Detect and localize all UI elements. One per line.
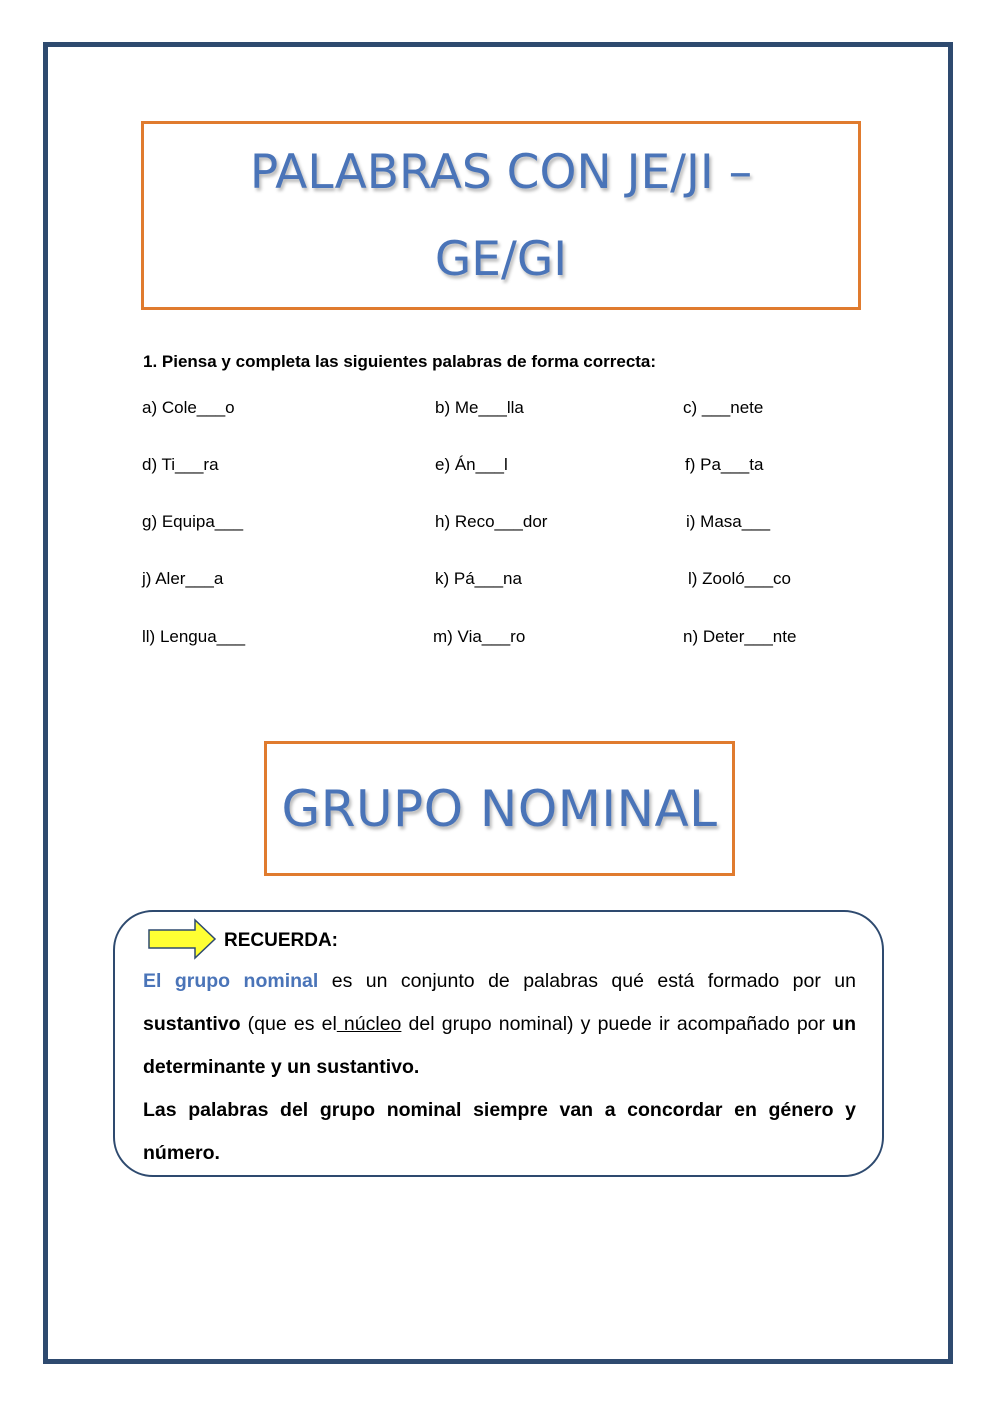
exercise-item: e) Án___l (435, 455, 508, 474)
exercise-item: c) ___nete (683, 398, 764, 417)
exercise-item: k) Pá___na (435, 569, 522, 588)
arrow-right-icon (147, 918, 217, 960)
exercise-item: i) Masa___ (686, 512, 771, 531)
title-line-1: PALABRAS CON JE/JI – (249, 144, 753, 200)
exercise-instruction: 1. Piensa y completa las siguientes palabras de forma correcta: (143, 352, 657, 371)
definition-paragraph (143, 960, 856, 1089)
definition-bold-phrase: un determinante y un sustantivo. (143, 1013, 856, 1078)
title-box-grupo-nominal (264, 741, 735, 876)
exercise-item: h) Reco___dor (435, 512, 548, 531)
definition-text: del grupo nominal) y puede ir acompañado por (401, 1013, 833, 1035)
exercise-item: n) Deter___nte (683, 627, 797, 646)
definition-text: es un conjunto de palabras qué está formado por un (318, 970, 856, 992)
term-nucleo: núcleo (336, 1013, 402, 1035)
exercise-item: f) Pa___ta (685, 455, 764, 474)
remember-heading: RECUERDA: (224, 930, 338, 951)
title-grupo-nominal: GRUPO NOMINAL (281, 779, 718, 838)
title-palabras (250, 129, 752, 303)
exercise-item: d) Ti___ra (142, 455, 219, 474)
exercise-item: b) Me___lla (435, 398, 524, 417)
exercise-item: l) Zooló___co (688, 569, 792, 588)
exercise-item: a) Cole___o (142, 398, 235, 417)
exercise-item: j) Aler___a (142, 569, 224, 588)
definition-text: (que es el (240, 1013, 337, 1035)
title-box-palabras (141, 121, 861, 310)
exercise-item: g) Equipa___ (142, 512, 244, 531)
exercise-item: m) Via___ro (433, 627, 526, 646)
term-grupo-nominal: El grupo nominal (143, 970, 319, 992)
agreement-paragraph: Las palabras del grupo nominal siempre van a concordar en género y número. (143, 1099, 856, 1164)
title-line-2: GE/GI (434, 231, 568, 287)
exercise-item: ll) Lengua___ (142, 627, 246, 646)
term-sustantivo: sustantivo (143, 1013, 241, 1035)
